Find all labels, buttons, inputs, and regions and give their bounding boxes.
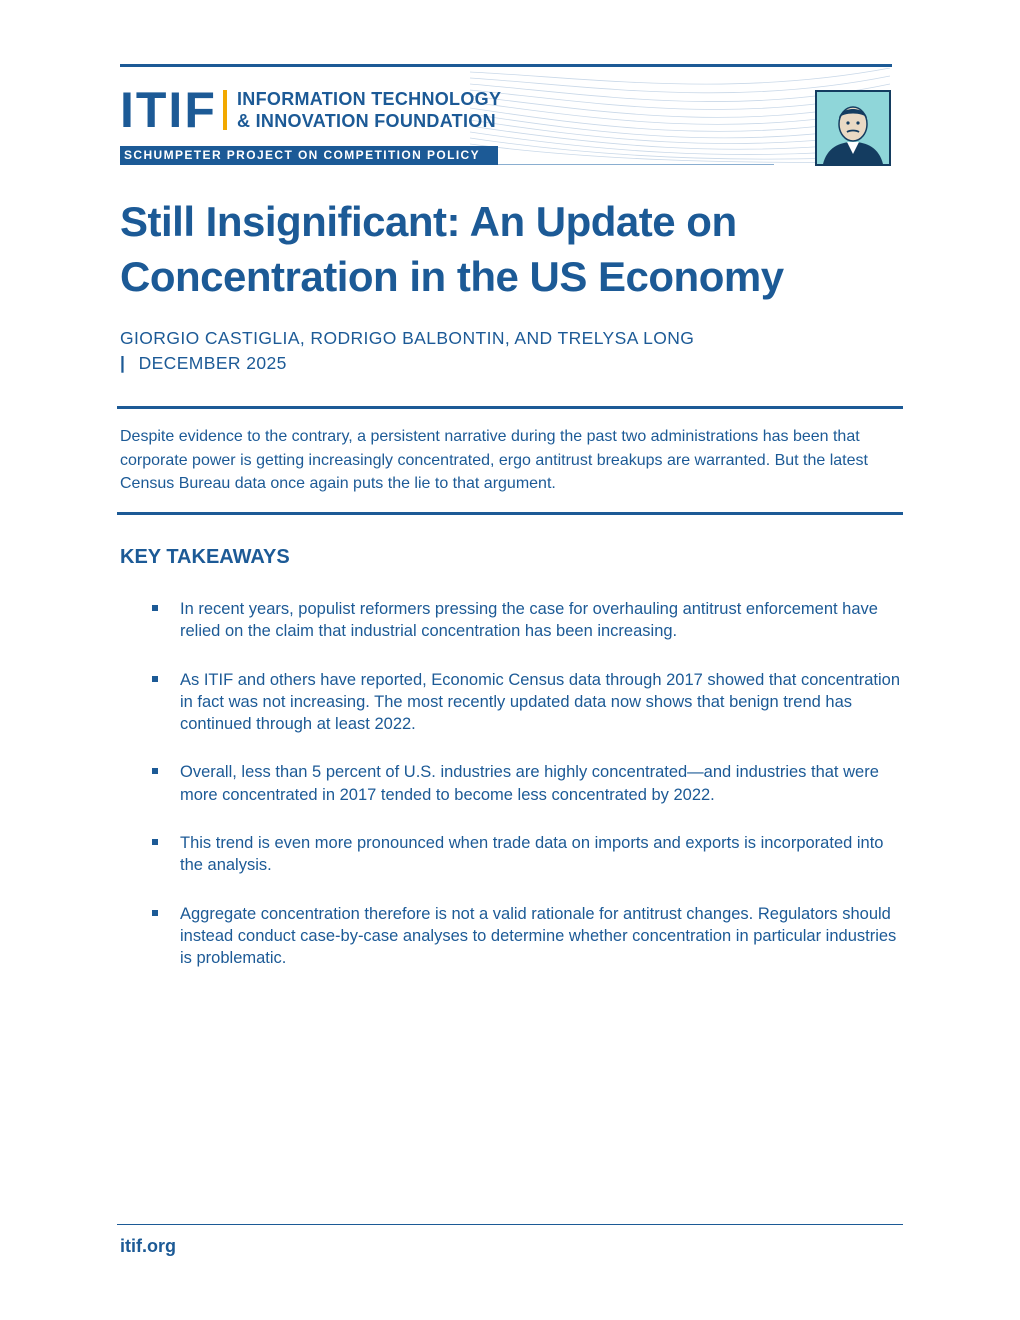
org-name-line2: & INNOVATION FOUNDATION [237,111,496,131]
key-takeaways-heading: KEY TAKEAWAYS [120,546,290,568]
list-item [120,903,910,970]
org-name-line1: INFORMATION TECHNOLOGY [237,89,502,109]
summary-bottom-rule [117,512,903,515]
key-takeaways-list [120,598,910,996]
byline-separator: | [120,353,126,373]
report-title: Still Insignificant: An Update on Concentration in the US Economy [120,198,784,300]
list-item [120,832,910,877]
takeaway-text: Overall, less than 5 percent of U.S. industries are highly concentrated—and industries that were more concentrated in 2017 tended to become less concentrated by 2022. [180,763,879,804]
date-line [120,351,880,376]
list-item [120,598,910,643]
summary-paragraph: Despite evidence to the contrary, a persistent narrative during the past two administrations has been that corporate power is getting increasingly concentrated, ergo antitrust breakups are warranted. But the latest Census Bureau data once again puts the lie to that argument. [120,428,868,492]
itif-logo: ITIF [120,82,217,138]
takeaway-text: Aggregate concentration therefore is not a valid rationale for antitrust changes. Regulators should instead conduct case-by-case analyses to determine whether concentration in particular industries is problematic. [180,904,897,968]
program-banner: SCHUMPETER PROJECT ON COMPETITION POLICY [120,146,498,165]
program-underline [498,164,774,165]
authors: GIORGIO CASTIGLIA, RODRIGO BALBONTIN, AND TRELYSA LONG [120,328,695,348]
takeaway-text: As ITIF and others have reported, Economic Census data through 2017 showed that concentration in fact was not increasing. The most recently updated data now shows that benign trend has continued through at least 2022. [180,670,901,734]
header-top-rule [120,64,892,67]
summary-top-rule [117,406,903,409]
list-item [120,669,910,736]
bullet-square-icon [152,605,158,611]
byline [120,326,880,376]
logo-accent-bar [223,90,227,130]
list-item [120,761,910,806]
schumpeter-portrait-icon [815,90,891,166]
org-name [237,88,501,132]
publication-date: DECEMBER 2025 [138,353,287,373]
footer-rule [117,1224,903,1225]
footer-website-link[interactable]: itif.org [120,1236,176,1256]
takeaway-text: In recent years, populist reformers pressing the case for overhauling antitrust enforcement have relied on the claim that industrial concentration has been increasing. [180,600,878,641]
takeaway-text: This trend is even more pronounced when trade data on imports and exports is incorporated into the analysis. [180,834,884,875]
bullet-square-icon [152,768,158,774]
bullet-square-icon [152,839,158,845]
bullet-square-icon [152,910,158,916]
bullet-square-icon [152,676,158,682]
